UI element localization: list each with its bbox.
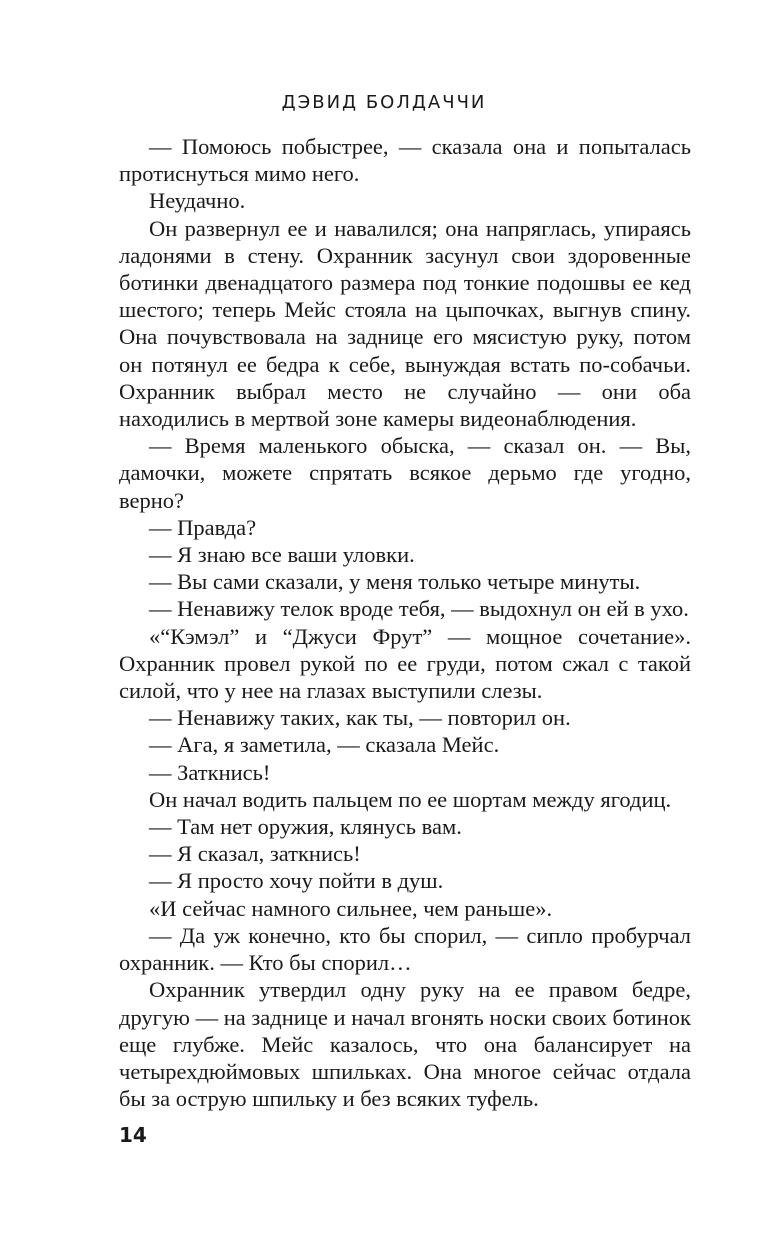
paragraph: Охранник утвердил одну руку на ее правом бедре, другую — на заднице и начал вгонять носки своих ботинок еще глубже. Мейс казалось, что она балансирует на четырехдюймовых шпильках. Она многое сейчас отдала бы за острую шпильку и без всяких туфель. (119, 977, 691, 1112)
paragraph: — Ага, я заметила, — сказала Мейс. (149, 732, 500, 758)
paragraph: «И сейчас намного сильнее, чем раньше». (149, 895, 553, 921)
paragraph: Он развернул ее и навалился; она напряглась, упираясь ладонями в стену. Охранник засунул свои здоровенные ботинки двенадцатого размера под тонкие подошвы ее кед шестого; теперь Мейс стояла на цыпочках, выгнув спину. Она почувствовала на заднице его мясистую руку, потом он потянул ее бедра к себе, вынуждая встать по-собачьи. Охранник выбрал место не случайно — они оба находились в мертвой зоне камеры видеонаблюдения. (119, 215, 691, 432)
paragraph: — Да уж конечно, кто бы спорил, — сипло пробурчал охранник. — Кто бы спорил… (119, 922, 691, 976)
page-number: 14 (119, 1123, 147, 1147)
paragraph: Он начал водить пальцем по ее шортам между ягодиц. (149, 786, 672, 812)
paragraph: — Ненавижу таких, как ты, — повторил он. (149, 705, 571, 731)
paragraph: — Правда? (149, 514, 257, 540)
paragraph: Неудачно. (149, 188, 246, 214)
paragraph: — Вы сами сказали, у меня только четыре минуты. (149, 569, 641, 595)
paragraph: — Время маленького обыска, — сказал он. — Вы, дамочки, можете спрятать всякое дерьмо где угодно, верно? (119, 433, 691, 513)
paragraph: — Я знаю все ваши уловки. (149, 542, 415, 568)
paragraph: — Заткнись! (149, 759, 271, 785)
paragraph: — Помоюсь побыстрее, — сказала она и попыталась протиснуться мимо него. (119, 134, 691, 187)
paragraph: — Я просто хочу пойти в душ. (149, 868, 444, 894)
paragraph: — Там нет оружия, клянусь вам. (149, 814, 462, 840)
paragraph: — Ненавижу телок вроде тебя, — выдохнул он ей в ухо. (149, 596, 689, 622)
paragraph: — Я сказал, заткнись! (149, 841, 361, 867)
paragraph: «“Кэмэл” и “Джуси Фрут” — мощное сочетание». Охранник провел рукой по ее груди, потом сжал с такой силой, что у нее на глазах выступили слезы. (119, 623, 691, 704)
body-text (119, 133, 691, 1112)
running-head: ДЭВИД БОЛДАЧЧИ (281, 92, 487, 113)
